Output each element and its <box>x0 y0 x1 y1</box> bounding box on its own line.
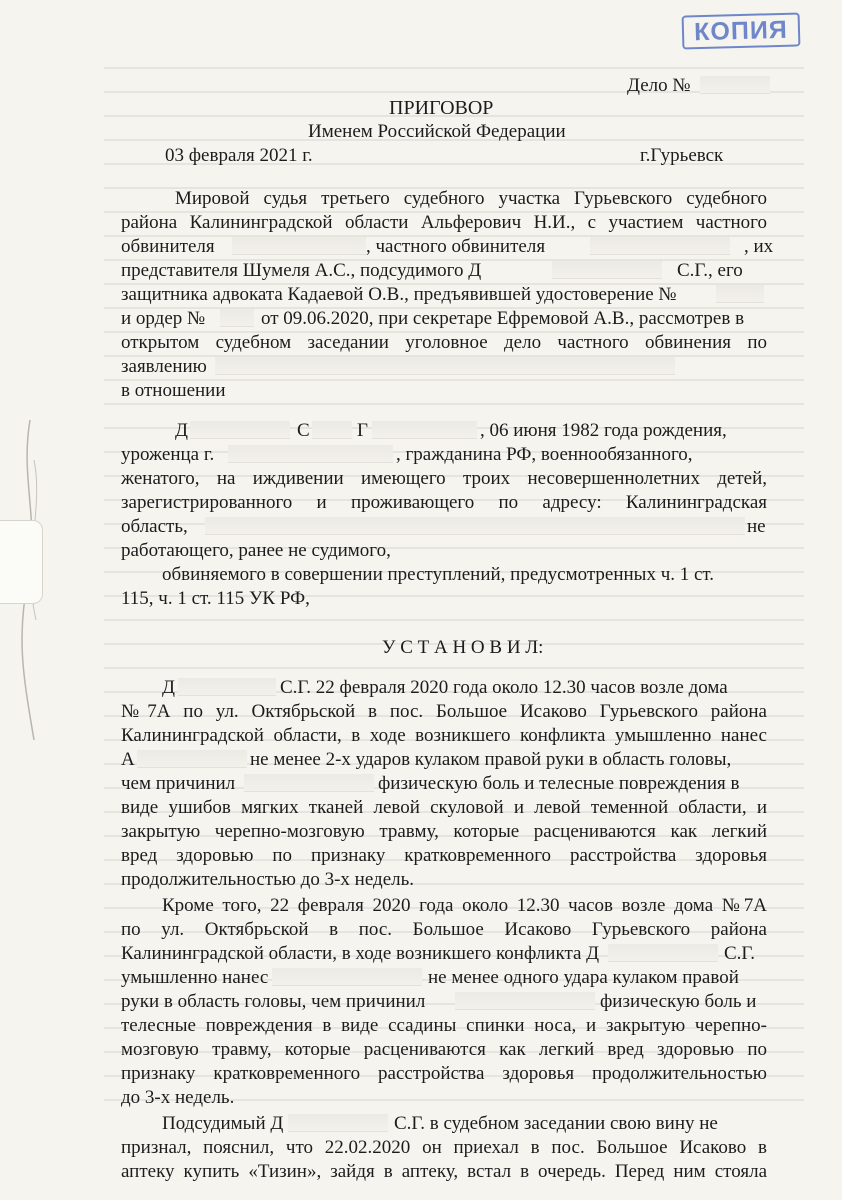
verdict-date: 03 февраля 2021 г. <box>165 145 313 166</box>
intro-line: , частного обвинителя <box>366 236 546 257</box>
intro-line: обвинителя <box>121 236 215 257</box>
defendant-line: область, <box>121 516 188 537</box>
defendant-line: 115, ч. 1 ст. 115 УК РФ, <box>121 588 310 609</box>
par2-line: признаку кратковременного расстройства здоровья продолжительностью <box>121 1063 767 1084</box>
par3-line: аптеку купить «Тизин», зайдя в аптеку, встал в очередь. Перед ним стояла <box>121 1161 767 1182</box>
par1-line: виде ушибов мягких тканей левой скуловой и левой теменной области, и <box>121 797 767 818</box>
intro-line: открытом судебном заседании уголовное дело частного обвинения по <box>121 332 767 353</box>
par2-line: С.Г. <box>724 943 756 964</box>
case-number-label: Дело № <box>627 75 691 96</box>
verdict-city: г.Гурьевск <box>640 145 724 166</box>
par2-line: не менее одного удара кулаком правой <box>428 967 739 988</box>
intro-line: представителя Шумеля А.С., подсудимого Д <box>121 260 482 281</box>
redacted-name <box>312 421 352 439</box>
redacted-number <box>220 309 254 327</box>
par1-line: не менее 2-х ударов кулаком правой руки в область головы, <box>250 749 732 770</box>
redacted-names <box>215 357 675 375</box>
par2-line: по ул. Октябрьской в пос. Большое Исаково Гурьевского района <box>121 919 767 940</box>
defendant-line: Д <box>175 420 188 441</box>
redacted-name <box>455 992 595 1010</box>
redacted-name <box>190 421 290 439</box>
redacted-birthplace <box>228 445 393 463</box>
redacted-number <box>716 285 764 303</box>
defendant-line: зарегистрированного и проживающего по адресу: Калининградская <box>121 492 767 513</box>
par3-line: С.Г. в судебном заседании свою вину не <box>394 1113 718 1134</box>
redacted-name <box>272 968 422 986</box>
par2-line: до 3-х недель. <box>121 1087 235 1108</box>
redacted-name <box>288 1114 388 1132</box>
intro-line: С.Г., его <box>677 260 743 281</box>
par2-line: умышленно нанес <box>121 967 269 988</box>
redacted-name <box>232 237 366 255</box>
par2-line: руки в область головы, чем причинил <box>121 991 426 1012</box>
intro-line: в отношении <box>121 380 226 401</box>
defendant-line: С <box>297 420 310 441</box>
redacted-name <box>178 678 276 696</box>
par2-line: Калининградской области, в ходе возникшего конфликта Д <box>121 943 600 964</box>
par1-line: №7А по ул. Октябрьской в пос. Большое Исаково Гурьевского района <box>121 701 767 722</box>
defendant-line: уроженца г. <box>121 444 215 465</box>
par1-line: Калининградской области, в ходе возникшего конфликта умышленно нанес <box>121 725 767 746</box>
redacted-name <box>137 750 247 768</box>
redacted-name <box>372 421 477 439</box>
defendant-line: Г <box>357 420 368 441</box>
intro-line: от 09.06.2020, при секретаре Ефремовой А.В., рассмотрев в <box>261 308 745 329</box>
defendant-line: , гражданина РФ, военнообязанного, <box>396 444 693 465</box>
par1-line: А <box>121 749 135 770</box>
defendant-line: работающего, ранее не судимого, <box>121 540 391 561</box>
par2-line: телесные повреждения в виде ссадины спинки носа, и закрытую черепно- <box>121 1015 767 1036</box>
defendant-line: обвиняемого в совершении преступлений, предусмотренных ч. 1 ст. <box>162 564 715 585</box>
par1-line: чем причинил <box>121 773 236 794</box>
par1-line: физическую боль и телесные повреждения в <box>378 773 740 794</box>
redacted-address <box>205 517 745 535</box>
par1-line: вред здоровью по признаку кратковременного расстройства здоровья <box>121 845 767 866</box>
par1-line: продолжительностью до 3-х недель. <box>121 869 415 890</box>
intro-line: защитника адвоката Кадаевой О.В., предъявившей удостоверение № <box>121 284 677 305</box>
redacted-name <box>244 774 374 792</box>
par2-line: Кроме того, 22 февраля 2020 года около 12.30 часов возле дома №7А <box>162 895 767 916</box>
defendant-line: , 06 июня 1982 года рождения, <box>480 420 727 441</box>
defendant-line: женатого, на иждивении имеющего троих несовершеннолетних детей, <box>121 468 767 489</box>
binding-tag <box>0 520 43 604</box>
section-heading: У С Т А Н О В И Л: <box>382 637 544 658</box>
intro-line: , их <box>744 236 774 257</box>
par2-line: мозговую травму, которые расцениваются как легкий вред здоровью по <box>121 1039 767 1060</box>
par2-line: физическую боль и <box>600 991 757 1012</box>
copy-stamp: КОПИЯ <box>682 12 801 49</box>
par3-line: признал, пояснил, что 22.02.2020 он приехал в пос. Большое Исаково в <box>121 1137 767 1158</box>
defendant-line: не <box>747 516 766 537</box>
par1-line: Д <box>162 677 175 698</box>
redacted-name <box>608 944 718 962</box>
intro-line: и ордер № <box>121 308 206 329</box>
redacted-name <box>590 237 730 255</box>
par1-line: С.Г. 22 февраля 2020 года около 12.30 часов возле дома <box>280 677 728 698</box>
document-title: ПРИГОВОР <box>389 97 494 119</box>
par1-line: закрытую черепно-мозговую травму, которые расцениваются как легкий <box>121 821 767 842</box>
intro-line: района Калининградской области Альферович Н.И., с участием частного <box>121 212 767 233</box>
document-subtitle: Именем Российской Федерации <box>308 121 566 142</box>
intro-line: заявлению <box>121 356 207 377</box>
par3-line: Подсудимый Д <box>162 1113 284 1134</box>
redacted-case-number <box>700 76 770 94</box>
intro-line: Мировой судья третьего судебного участка Гурьевского судебного <box>175 188 767 209</box>
redacted-name <box>552 261 662 279</box>
